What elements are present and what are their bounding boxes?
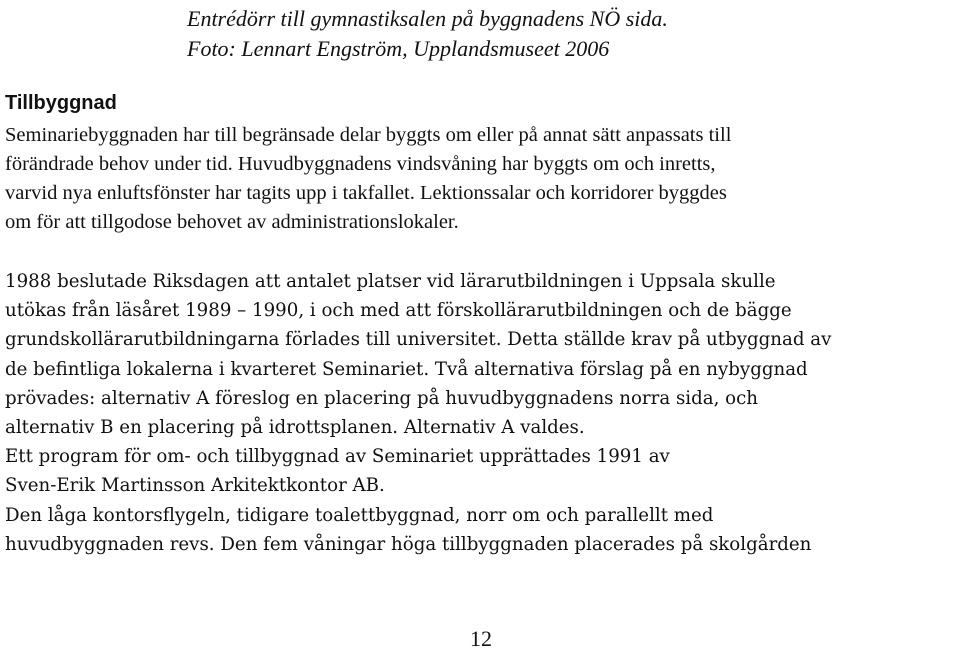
paragraph-2-line: alternativ B en placering på idrottsplanen. Alternativ A valdes.	[5, 417, 585, 439]
paragraph-2-line: Sven-Erik Martinsson Arkitektkontor AB.	[5, 475, 385, 497]
photo-caption	[187, 4, 668, 64]
paragraph-1-line: Seminariebyggnaden har till begränsade delar byggts om eller på annat sätt anpassats till	[5, 124, 732, 146]
section-heading: Tillbyggnad	[5, 92, 117, 114]
paragraph-2-line: de befintliga lokalerna i kvarteret Seminariet. Två alternativa förslag på en nybyggnad	[5, 358, 808, 380]
paragraph-2-line: grundskollärarutbildningarna förlades till universitet. Detta ställde krav på utbyggnad av	[5, 329, 832, 351]
paragraph-2-line: huvudbyggnaden revs. Den fem våningar höga tillbyggnaden placerades på skolgården	[5, 533, 812, 555]
caption-line-1: Entrédörr till gymnastiksalen på byggnadens NÖ sida.	[187, 6, 668, 31]
paragraph-1-line: varvid nya enluftsfönster har tagits upp i takfallet. Lektionssalar och korridorer byggdes	[5, 182, 727, 204]
paragraph-1-line: om för att tillgodose behovet av administrationslokaler.	[5, 211, 459, 233]
paragraph-1-line: förändrade behov under tid. Huvudbyggnadens vindsvåning har byggts om och inretts,	[5, 153, 716, 175]
paragraph-1	[5, 121, 960, 237]
paragraph-2-line: Den låga kontorsflygeln, tidigare toalettbyggnad, norr om och parallellt med	[5, 504, 714, 526]
caption-line-2: Foto: Lennart Engström, Upplandsmuseet 2006	[187, 36, 610, 61]
paragraph-2-line: 1988 beslutade Riksdagen att antalet platser vid lärarutbildningen i Uppsala skulle	[5, 271, 776, 292]
paragraph-2-line: prövades: alternativ A föreslog en placering på huvudbyggnadens norra sida, och	[5, 387, 758, 409]
paragraph-2-line: Ett program för om- och tillbyggnad av Seminariet upprättades 1991 av	[5, 446, 670, 468]
page-number: 12	[470, 626, 492, 651]
paragraph-2-line: utökas från läsåret 1989 – 1990, i och med att förskollärarutbildningen och de bägge	[5, 300, 792, 322]
paragraph-2	[5, 267, 960, 559]
